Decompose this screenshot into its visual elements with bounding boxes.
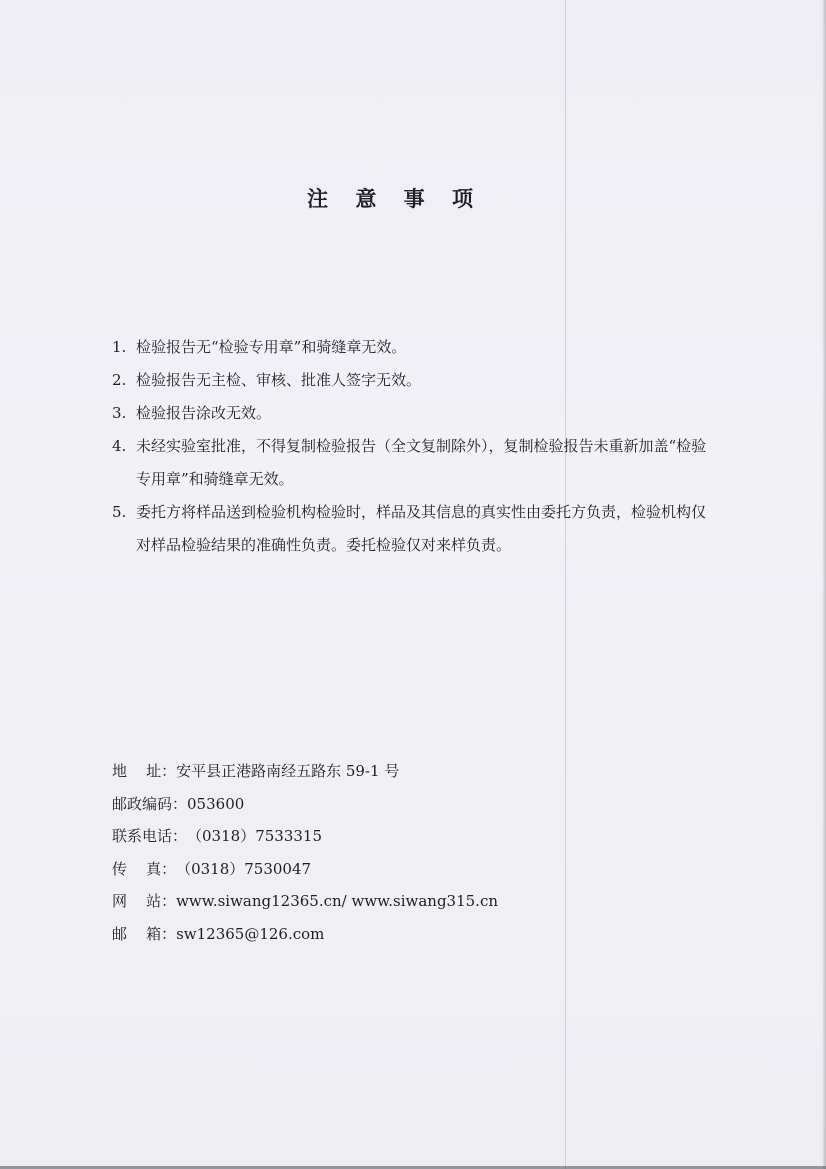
note-text: 未经实验室批准，不得复制检验报告（全文复制除外），复制检验报告未重新加盖“检验专用章”和骑缝章无效。 (136, 437, 707, 488)
contact-email (112, 918, 712, 951)
contact-label: 传 真： (112, 859, 177, 878)
note-item-3 (112, 397, 712, 430)
contact-website (112, 885, 712, 918)
note-text: 委托方将样品送到检验机构检验时，样品及其信息的真实性由委托方负责，检验机构仅对样品检验结果的准确性负责。委托检验仅对来样负责。 (136, 503, 707, 554)
contact-address (112, 755, 712, 788)
page-fold-line (565, 0, 566, 1169)
contact-value: 安平县正港路南经五路东 59-1 号 (176, 762, 400, 780)
contact-value: www.siwang12365.cn/ www.siwang315.cn (176, 892, 498, 910)
contact-value: （0318）7530047 (176, 859, 312, 878)
contact-label: 邮政编码： (112, 794, 188, 813)
note-number: 4. (112, 437, 127, 455)
contact-phone (112, 820, 712, 853)
contact-value: sw12365@126.com (176, 924, 325, 943)
page-edge-shadow (822, 0, 826, 1169)
note-item-5 (112, 496, 712, 562)
note-number: 2. (112, 371, 127, 389)
note-text: 检验报告涂改无效。 (136, 404, 272, 422)
page-title: 注 意 事 项 (307, 186, 483, 211)
note-text: 检验报告无主检、审核、批准人签字无效。 (136, 371, 422, 389)
contact-label: 地 址： (112, 762, 177, 780)
contact-value: 053600 (187, 794, 245, 813)
contact-label: 邮 箱： (112, 924, 177, 943)
note-text: 检验报告无“检验专用章”和骑缝章无效。 (136, 338, 407, 356)
note-item-2 (112, 364, 712, 397)
contact-label: 网 站： (112, 892, 177, 910)
contact-info (112, 755, 712, 950)
notes-list (112, 331, 712, 562)
contact-postcode (112, 788, 712, 821)
note-number: 5. (112, 503, 127, 521)
note-item-4 (112, 430, 712, 496)
note-item-1 (112, 331, 712, 364)
contact-label: 联系电话： (112, 827, 188, 845)
contact-value: （0318）7533315 (187, 827, 322, 845)
note-number: 3. (112, 404, 127, 422)
contact-fax (112, 853, 712, 886)
note-number: 1. (112, 338, 127, 356)
